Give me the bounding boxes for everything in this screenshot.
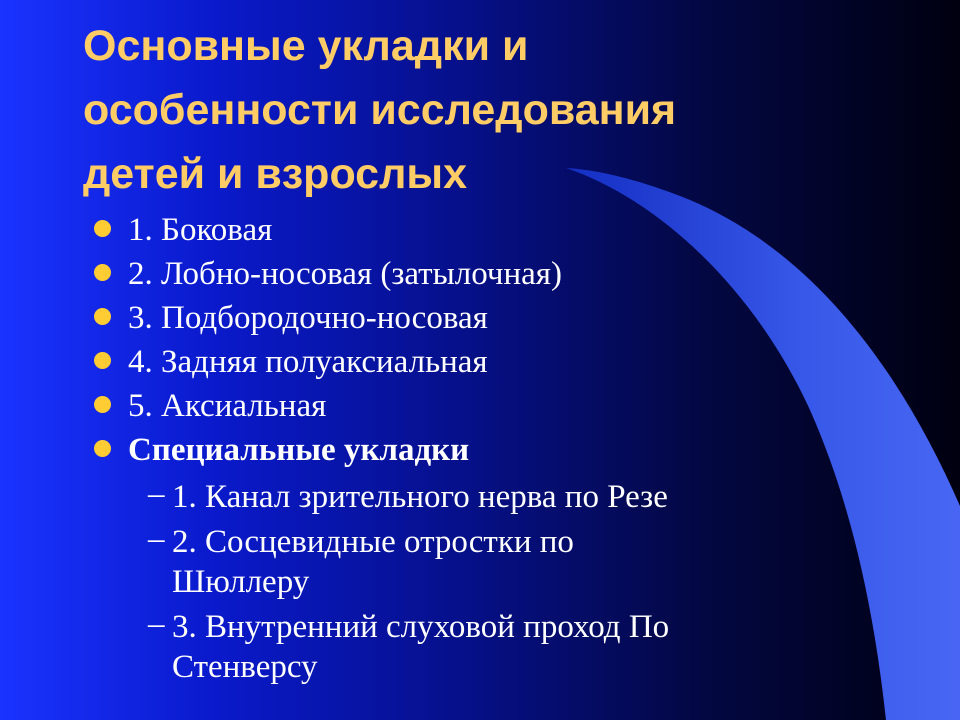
sub-bullet-text: 2. Сосцевидные отростки по (172, 524, 574, 560)
bullet-item (92, 208, 852, 252)
bullet-dot-icon (94, 220, 111, 237)
bullet-item (92, 296, 852, 340)
bullet-item (92, 384, 852, 428)
bullet-item (92, 340, 852, 384)
bullet-text: Специальные укладки (128, 432, 470, 468)
dash-icon: – (148, 521, 165, 557)
bullet-dot-icon (94, 396, 111, 413)
title-line: детей и взрослых (83, 150, 468, 198)
sub-bullet-text: 3. Внутренний слуховой проход По (172, 609, 670, 645)
bullet-item-heading (92, 428, 852, 472)
bullet-item (92, 252, 852, 296)
sub-bullet-item (92, 477, 852, 517)
bullet-text: 4. Задняя полуаксиальная (128, 344, 488, 380)
sub-bullet-item (92, 522, 852, 602)
dash-icon: – (148, 606, 165, 642)
bullet-text: 2. Лобно-носовая (затылочная) (128, 256, 562, 292)
sub-bullet-text: 1. Канал зрительного нерва по Резе (172, 479, 668, 515)
bullet-dot-icon (94, 352, 111, 369)
sub-bullet-text: Стенверсу (172, 649, 318, 685)
title-line: Основные укладки и (83, 22, 529, 70)
dash-icon: – (148, 476, 165, 512)
bullet-list (92, 208, 852, 687)
slide-title (83, 14, 843, 206)
bullet-dot-icon (94, 264, 111, 281)
bullet-text: 5. Аксиальная (128, 388, 327, 424)
bullet-text: 1. Боковая (128, 212, 273, 248)
bullet-dot-icon (94, 308, 111, 325)
sub-bullet-text: Шюллеру (172, 564, 310, 600)
title-line: особенности исследования (83, 86, 677, 134)
bullet-text: 3. Подбородочно-носовая (128, 300, 488, 336)
sub-bullet-item (92, 607, 852, 687)
bullet-dot-icon (94, 440, 111, 457)
